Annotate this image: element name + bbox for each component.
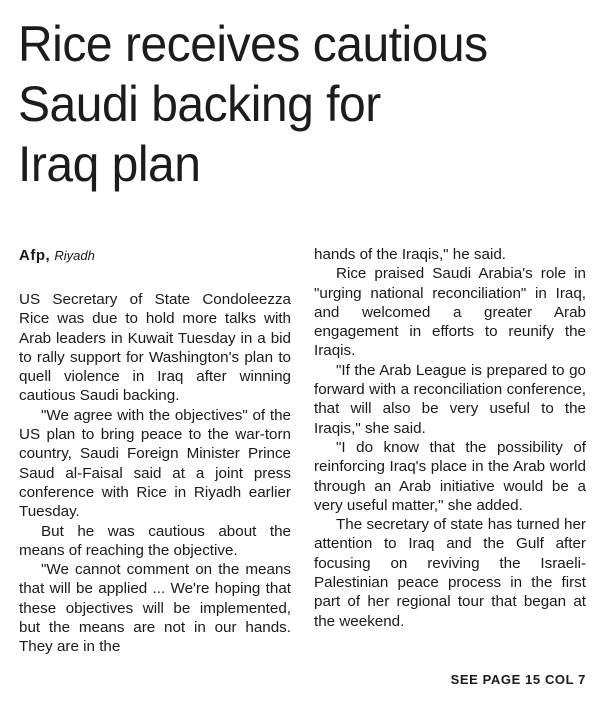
paragraph: "We cannot comment on the means that will be applied ... We're hoping that these objectives will be implemented, but the means are not in our hands. They are in the	[19, 561, 291, 656]
paragraph: Rice praised Saudi Arabia's role in "urging national reconciliation" in Iraq, and welcomed a greater Arab engagement in efforts to reunify the Iraqis.	[314, 265, 586, 360]
headline-line-2: Saudi backing for	[18, 76, 381, 132]
article-column-right	[314, 245, 586, 631]
headline	[18, 14, 570, 194]
article-column-left	[19, 290, 291, 657]
headline-line-3: Iraq plan	[18, 136, 201, 192]
paragraph: "If the Arab League is prepared to go forward with a reconciliation conference, that will also be very useful to the Iraqis," she said.	[314, 361, 586, 437]
column-divider	[303, 246, 304, 686]
paragraph: The secretary of state has turned her attention to Iraq and the Gulf after focusing on reviving the Israeli-Palestinian peace process in the first part of her regional tour that began at the weekend.	[314, 516, 586, 630]
byline-place: Riyadh	[54, 248, 95, 263]
byline-agency: Afp,	[19, 247, 51, 264]
paragraph: hands of the Iraqis," he said.	[314, 246, 506, 263]
byline	[19, 246, 95, 266]
continuation-note: SEE PAGE 15 COL 7	[450, 672, 586, 687]
paragraph: "We agree with the objectives" of the US plan to bring peace to the war-torn country, Saudi Foreign Minister Prince Saud al-Faisal said at a joint press conference with Rice in Riyadh earlier Tuesday.	[19, 406, 291, 521]
headline-line-1: Rice receives cautious	[18, 16, 488, 72]
paragraph: "I do know that the possibility of reinforcing Iraq's place in the Arab world through an Arab initiative would be a very useful matter," she added.	[314, 438, 586, 514]
paragraph: But he was cautious about the means of reaching the objective.	[19, 522, 291, 559]
paragraph: US Secretary of State Condoleezza Rice was due to hold more talks with Arab leaders in Kuwait Tuesday in a bid to rally support for Washington's plan to quell violence in Iraq after winning cautious Saudi backing.	[19, 291, 291, 405]
